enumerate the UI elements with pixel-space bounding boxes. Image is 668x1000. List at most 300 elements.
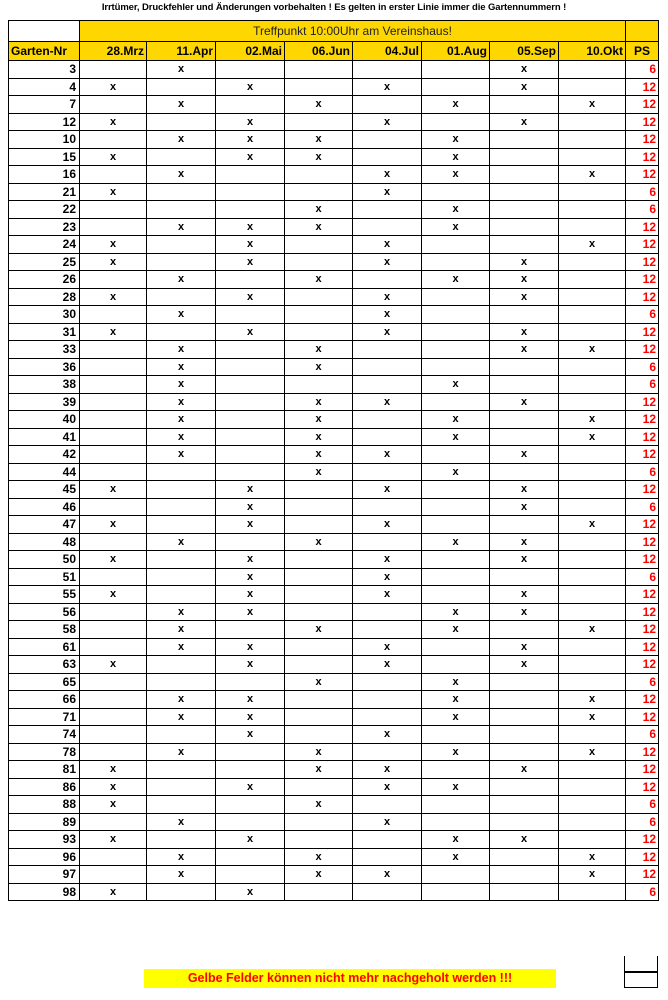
date-cell: x: [216, 78, 285, 96]
date-cell: x: [490, 481, 559, 499]
date-cell: x: [80, 516, 147, 534]
date-cell: x: [559, 428, 626, 446]
date-cell: [490, 778, 559, 796]
date-cell: [422, 61, 490, 79]
date-cell: [147, 761, 216, 779]
date-cell: [353, 621, 422, 639]
date-cell: x: [559, 708, 626, 726]
date-cell: x: [147, 691, 216, 709]
date-cell: [80, 61, 147, 79]
date-cell: [422, 288, 490, 306]
date-cell: x: [80, 253, 147, 271]
ps-value: 12: [626, 323, 659, 341]
date-cell: x: [285, 446, 353, 464]
date-cell: x: [216, 708, 285, 726]
table-row: [9, 778, 659, 796]
garden-number: 16: [9, 166, 80, 184]
garden-number: 97: [9, 866, 80, 884]
ps-value: 12: [626, 78, 659, 96]
date-cell: [147, 253, 216, 271]
date-cell: x: [353, 323, 422, 341]
date-cell: x: [559, 341, 626, 359]
date-cell: x: [559, 166, 626, 184]
garden-number: 15: [9, 148, 80, 166]
date-cell: [285, 323, 353, 341]
date-cell: [559, 393, 626, 411]
date-cell: [422, 446, 490, 464]
date-cell: [285, 516, 353, 534]
date-cell: [490, 96, 559, 114]
table-row: [9, 463, 659, 481]
ps-value: 6: [626, 726, 659, 744]
date-cell: x: [353, 306, 422, 324]
date-cell: [422, 78, 490, 96]
date-cell: [216, 411, 285, 429]
date-cell: [422, 183, 490, 201]
date-cell: [353, 603, 422, 621]
date-cell: x: [422, 848, 490, 866]
date-cell: x: [285, 393, 353, 411]
date-cell: [490, 166, 559, 184]
date-cell: x: [147, 428, 216, 446]
date-cell: x: [216, 691, 285, 709]
garden-number: 88: [9, 796, 80, 814]
date-cell: [353, 673, 422, 691]
date-cell: [147, 656, 216, 674]
garden-number: 3: [9, 61, 80, 79]
garden-number: 41: [9, 428, 80, 446]
date-cell: x: [353, 393, 422, 411]
date-cell: x: [285, 131, 353, 149]
garden-number: 25: [9, 253, 80, 271]
ps-value: 12: [626, 148, 659, 166]
date-cell: [285, 603, 353, 621]
date-cell: [490, 691, 559, 709]
date-cell: x: [490, 113, 559, 131]
ps-value: 12: [626, 848, 659, 866]
date-cell: x: [80, 481, 147, 499]
date-cell: x: [285, 743, 353, 761]
date-cell: [147, 516, 216, 534]
garden-number: 74: [9, 726, 80, 744]
date-cell: x: [80, 656, 147, 674]
ps-extra-cell: [624, 956, 658, 972]
date-cell: [80, 568, 147, 586]
date-cell: x: [80, 183, 147, 201]
date-cell: x: [216, 148, 285, 166]
date-cell: x: [422, 428, 490, 446]
table-row: [9, 796, 659, 814]
date-cell: [147, 568, 216, 586]
table-row: [9, 236, 659, 254]
col-header-date: 10.Okt: [559, 42, 626, 61]
date-cell: [80, 603, 147, 621]
ps-value: 6: [626, 796, 659, 814]
date-cell: [353, 61, 422, 79]
date-cell: x: [559, 96, 626, 114]
date-cell: [216, 183, 285, 201]
date-cell: x: [353, 726, 422, 744]
date-cell: x: [422, 131, 490, 149]
garden-number: 7: [9, 96, 80, 114]
disclaimer-notice: Irrtümer, Druckfehler und Änderungen vorbehalten ! Es gelten in erster Linie immer die Gartennummern !: [101, 2, 567, 13]
garden-number: 36: [9, 358, 80, 376]
date-cell: [285, 166, 353, 184]
date-cell: x: [147, 341, 216, 359]
ps-value: 12: [626, 516, 659, 534]
date-cell: [559, 603, 626, 621]
garden-number: 98: [9, 883, 80, 901]
date-cell: [285, 883, 353, 901]
date-cell: x: [353, 166, 422, 184]
date-cell: x: [353, 253, 422, 271]
date-cell: [80, 621, 147, 639]
table-row: [9, 113, 659, 131]
meeting-point-note: Treffpunkt 10:00Uhr am Vereinshaus!: [80, 21, 626, 42]
date-cell: [285, 376, 353, 394]
date-cell: x: [353, 586, 422, 604]
ps-value: 6: [626, 306, 659, 324]
date-cell: x: [216, 253, 285, 271]
date-cell: [147, 201, 216, 219]
table-row: [9, 481, 659, 499]
table-row: [9, 376, 659, 394]
garden-number: 33: [9, 341, 80, 359]
col-header-date: 05.Sep: [490, 42, 559, 61]
date-cell: x: [422, 411, 490, 429]
garden-number: 71: [9, 708, 80, 726]
date-cell: x: [147, 306, 216, 324]
ps-value: 12: [626, 481, 659, 499]
date-cell: [147, 323, 216, 341]
date-cell: [285, 78, 353, 96]
garden-number: 51: [9, 568, 80, 586]
date-cell: [147, 113, 216, 131]
date-cell: [285, 551, 353, 569]
date-cell: x: [422, 691, 490, 709]
date-cell: [559, 218, 626, 236]
ps-value: 12: [626, 761, 659, 779]
date-cell: [559, 883, 626, 901]
date-cell: x: [490, 586, 559, 604]
date-cell: [216, 446, 285, 464]
table-row: [9, 708, 659, 726]
garden-number: 58: [9, 621, 80, 639]
date-cell: [80, 708, 147, 726]
date-cell: x: [147, 131, 216, 149]
date-cell: [216, 358, 285, 376]
date-cell: [422, 656, 490, 674]
date-cell: [490, 708, 559, 726]
date-cell: [353, 376, 422, 394]
date-cell: x: [490, 288, 559, 306]
date-cell: [80, 393, 147, 411]
ps-value: 12: [626, 778, 659, 796]
garden-number: 23: [9, 218, 80, 236]
date-cell: [559, 761, 626, 779]
ps-value: 12: [626, 638, 659, 656]
ps-value: 12: [626, 656, 659, 674]
date-cell: [80, 131, 147, 149]
date-cell: x: [422, 376, 490, 394]
date-cell: [422, 551, 490, 569]
table-row: [9, 428, 659, 446]
garden-number: 61: [9, 638, 80, 656]
date-cell: x: [216, 603, 285, 621]
date-cell: x: [490, 533, 559, 551]
table-row: [9, 603, 659, 621]
date-cell: [216, 393, 285, 411]
date-cell: [422, 393, 490, 411]
table-row: [9, 638, 659, 656]
ps-value: 12: [626, 411, 659, 429]
ps-value: 12: [626, 96, 659, 114]
date-cell: [216, 848, 285, 866]
date-cell: [80, 673, 147, 691]
date-cell: x: [285, 201, 353, 219]
date-cell: x: [147, 708, 216, 726]
date-cell: [216, 201, 285, 219]
date-cell: [559, 131, 626, 149]
date-cell: x: [559, 236, 626, 254]
ps-value: 6: [626, 498, 659, 516]
date-cell: [80, 376, 147, 394]
date-cell: x: [80, 796, 147, 814]
date-cell: x: [559, 866, 626, 884]
date-cell: [80, 201, 147, 219]
date-cell: [147, 831, 216, 849]
date-cell: [216, 621, 285, 639]
date-cell: x: [216, 288, 285, 306]
date-cell: x: [559, 621, 626, 639]
date-cell: x: [80, 113, 147, 131]
date-cell: [216, 866, 285, 884]
date-cell: x: [285, 218, 353, 236]
date-cell: [80, 428, 147, 446]
schedule-table-container: [8, 20, 658, 901]
date-cell: [353, 411, 422, 429]
date-cell: [216, 166, 285, 184]
date-cell: [285, 481, 353, 499]
date-cell: [490, 848, 559, 866]
ps-value: 12: [626, 551, 659, 569]
date-cell: [147, 481, 216, 499]
date-cell: x: [216, 218, 285, 236]
table-row: [9, 218, 659, 236]
table-row: [9, 341, 659, 359]
date-cell: x: [490, 551, 559, 569]
date-cell: x: [559, 411, 626, 429]
date-cell: x: [147, 411, 216, 429]
date-cell: [353, 796, 422, 814]
table-row: [9, 166, 659, 184]
date-cell: [285, 236, 353, 254]
date-cell: x: [353, 288, 422, 306]
date-cell: [422, 498, 490, 516]
table-row: [9, 621, 659, 639]
date-cell: [490, 866, 559, 884]
ps-value: 12: [626, 253, 659, 271]
date-cell: [147, 778, 216, 796]
date-cell: x: [147, 621, 216, 639]
garden-number: 40: [9, 411, 80, 429]
date-cell: [353, 533, 422, 551]
date-cell: x: [490, 831, 559, 849]
date-cell: [490, 883, 559, 901]
table-row: [9, 323, 659, 341]
date-cell: [422, 883, 490, 901]
garden-number: 30: [9, 306, 80, 324]
date-cell: [216, 428, 285, 446]
date-cell: [147, 551, 216, 569]
table-row: [9, 288, 659, 306]
date-cell: [559, 358, 626, 376]
table-row: [9, 866, 659, 884]
date-cell: x: [353, 813, 422, 831]
date-cell: [559, 446, 626, 464]
date-cell: x: [422, 463, 490, 481]
date-cell: [353, 96, 422, 114]
date-cell: x: [490, 323, 559, 341]
table-row: [9, 726, 659, 744]
date-cell: [490, 796, 559, 814]
date-cell: [559, 831, 626, 849]
date-cell: x: [353, 113, 422, 131]
date-cell: [559, 271, 626, 289]
date-cell: x: [559, 848, 626, 866]
date-cell: [285, 708, 353, 726]
date-cell: x: [422, 166, 490, 184]
ps-value: 12: [626, 603, 659, 621]
garden-number: 44: [9, 463, 80, 481]
date-cell: x: [353, 761, 422, 779]
date-cell: x: [285, 621, 353, 639]
date-cell: x: [422, 831, 490, 849]
date-cell: [147, 796, 216, 814]
date-cell: [559, 306, 626, 324]
date-cell: x: [353, 446, 422, 464]
date-cell: x: [422, 148, 490, 166]
date-cell: x: [147, 866, 216, 884]
date-cell: [559, 481, 626, 499]
date-cell: x: [216, 516, 285, 534]
date-cell: x: [559, 516, 626, 534]
garden-number: 48: [9, 533, 80, 551]
date-cell: [147, 883, 216, 901]
date-cell: x: [422, 271, 490, 289]
ps-value: 12: [626, 866, 659, 884]
date-cell: x: [216, 638, 285, 656]
date-cell: [285, 183, 353, 201]
date-cell: [353, 271, 422, 289]
table-row: [9, 656, 659, 674]
date-cell: x: [285, 866, 353, 884]
date-cell: [559, 796, 626, 814]
date-cell: x: [216, 323, 285, 341]
date-cell: x: [490, 78, 559, 96]
meeting-row: [9, 21, 659, 42]
date-cell: x: [422, 218, 490, 236]
date-cell: x: [353, 236, 422, 254]
date-cell: [353, 341, 422, 359]
date-cell: [285, 498, 353, 516]
date-cell: x: [216, 498, 285, 516]
date-cell: x: [147, 271, 216, 289]
date-cell: x: [285, 341, 353, 359]
date-cell: x: [147, 166, 216, 184]
garden-schedule-table: [8, 20, 659, 901]
date-cell: [490, 463, 559, 481]
table-row: [9, 551, 659, 569]
date-cell: [559, 533, 626, 551]
garden-number: 78: [9, 743, 80, 761]
garden-number: 42: [9, 446, 80, 464]
date-cell: x: [216, 831, 285, 849]
schedule-body: [9, 61, 659, 901]
date-cell: [490, 376, 559, 394]
garden-number: 56: [9, 603, 80, 621]
date-cell: [285, 568, 353, 586]
table-row: [9, 831, 659, 849]
table-row: [9, 673, 659, 691]
date-cell: [422, 761, 490, 779]
date-cell: x: [490, 603, 559, 621]
ps-value: 12: [626, 131, 659, 149]
date-cell: [490, 743, 559, 761]
date-cell: x: [422, 603, 490, 621]
date-cell: [216, 341, 285, 359]
date-cell: [285, 813, 353, 831]
date-cell: [422, 813, 490, 831]
date-cell: [559, 726, 626, 744]
date-cell: x: [285, 673, 353, 691]
date-cell: [490, 411, 559, 429]
date-cell: [490, 306, 559, 324]
date-cell: [285, 586, 353, 604]
date-cell: [216, 796, 285, 814]
date-cell: [422, 306, 490, 324]
date-cell: [559, 78, 626, 96]
date-cell: [80, 446, 147, 464]
date-cell: [285, 253, 353, 271]
table-row: [9, 411, 659, 429]
date-cell: [285, 778, 353, 796]
garden-number: 12: [9, 113, 80, 131]
date-cell: [353, 708, 422, 726]
date-cell: [559, 463, 626, 481]
date-cell: x: [147, 393, 216, 411]
date-cell: [353, 691, 422, 709]
ps-value: 12: [626, 341, 659, 359]
date-cell: [147, 236, 216, 254]
table-row: [9, 813, 659, 831]
ps-value: 12: [626, 708, 659, 726]
date-cell: [353, 428, 422, 446]
date-cell: [422, 481, 490, 499]
garden-number: 45: [9, 481, 80, 499]
date-cell: [490, 358, 559, 376]
date-cell: [422, 726, 490, 744]
date-cell: [559, 183, 626, 201]
date-cell: x: [353, 656, 422, 674]
date-cell: x: [216, 726, 285, 744]
date-cell: [147, 498, 216, 516]
table-row: [9, 96, 659, 114]
ps-value: 6: [626, 568, 659, 586]
date-cell: [147, 463, 216, 481]
date-cell: x: [422, 96, 490, 114]
date-cell: [147, 78, 216, 96]
